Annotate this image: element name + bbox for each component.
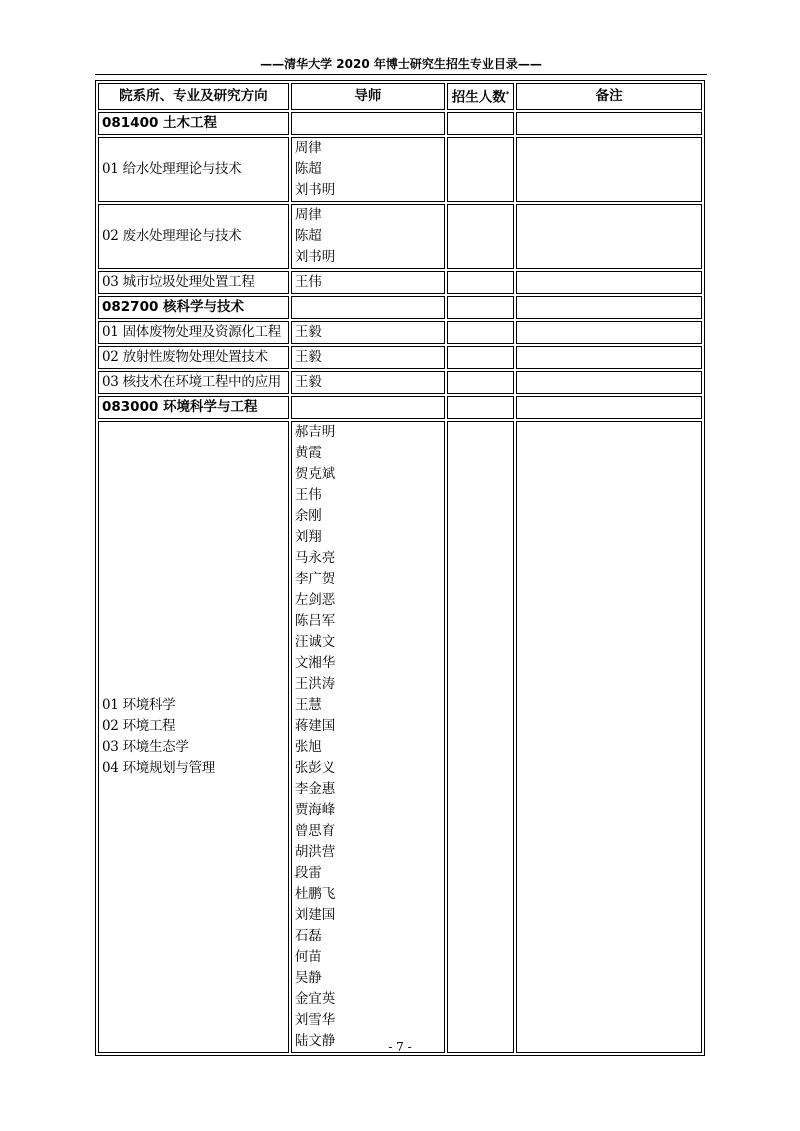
- empty-cell: [291, 396, 445, 419]
- tutor-name: 左剑恶: [294, 591, 336, 608]
- research-direction-cell: [98, 346, 289, 369]
- empty-cell: [516, 112, 702, 135]
- empty-cell: [516, 396, 702, 419]
- catalog-body: [98, 112, 702, 1053]
- page-number: - 7 -: [388, 1040, 412, 1054]
- research-direction-cell: [98, 321, 289, 344]
- tutor-name: 余刚: [294, 507, 322, 524]
- tutor-name: 黄霞: [294, 444, 322, 461]
- table-row: [98, 321, 702, 344]
- table-row: [98, 204, 702, 269]
- research-direction-cell: [98, 271, 289, 294]
- tutor-name: 胡洪营: [294, 843, 336, 860]
- tutor-cell: [291, 421, 445, 1053]
- empty-cell: [447, 112, 514, 135]
- tutor-cell: [291, 204, 445, 269]
- table-row: [98, 137, 702, 202]
- tutor-cell: [291, 271, 445, 294]
- tutor-name: 张旭: [294, 738, 322, 755]
- tutor-name: 贺克斌: [294, 465, 336, 482]
- notes-cell: [516, 137, 702, 202]
- research-direction: 01 环境科学: [102, 696, 176, 713]
- column-header-notes: 备注: [516, 83, 702, 110]
- enrollment-cell: [447, 271, 514, 294]
- page-header: ——清华大学 2020 年博士研究生招生专业目录——: [260, 57, 542, 71]
- tutor-cell: [291, 137, 445, 202]
- section-header-row: [98, 112, 702, 135]
- tutor-name: 郝吉明: [294, 423, 336, 440]
- empty-cell: [291, 112, 445, 135]
- table-row: [98, 271, 702, 294]
- tutor-name: 李广贺: [294, 570, 336, 587]
- section-title: 081400 土木工程: [98, 112, 289, 135]
- empty-cell: [447, 396, 514, 419]
- tutor-name: 陈超: [294, 227, 322, 244]
- column-header-tutor: 导师: [291, 83, 445, 110]
- tutor-name: 王伟: [294, 273, 322, 290]
- research-direction-cell: [98, 421, 289, 1053]
- notes-cell: [516, 204, 702, 269]
- tutor-cell: [291, 346, 445, 369]
- tutor-name: 吴静: [294, 969, 322, 986]
- column-header-enrollment: [447, 83, 514, 110]
- tutor-name: 刘书明: [294, 248, 336, 265]
- tutor-name: 段雷: [294, 864, 322, 881]
- research-direction-cell: [98, 137, 289, 202]
- section-title: 082700 核科学与技术: [98, 296, 289, 319]
- tutor-name: 陆文静: [294, 1032, 336, 1049]
- tutor-cell: [291, 371, 445, 394]
- notes-cell: [516, 321, 702, 344]
- tutor-name: 贾海峰: [294, 801, 336, 818]
- tutor-name: 王慧: [294, 696, 322, 713]
- section-title: 083000 环境科学与工程: [98, 396, 289, 419]
- enrollment-cell: [447, 346, 514, 369]
- notes-cell: [516, 371, 702, 394]
- table-row: [98, 371, 702, 394]
- tutor-name: 王毅: [294, 348, 322, 365]
- catalog-table: [95, 80, 705, 1056]
- notes-cell: [516, 271, 702, 294]
- tutor-name: 石磊: [294, 927, 322, 944]
- table-row: [98, 421, 702, 1053]
- enrollment-footnote-mark: *: [505, 90, 510, 98]
- tutor-name: 李金惠: [294, 780, 336, 797]
- tutor-name: 马永亮: [294, 549, 336, 566]
- research-direction: 03 城市垃圾处理处置工程: [102, 273, 255, 290]
- tutor-name: 周律: [294, 206, 322, 223]
- tutor-name: 刘雪华: [294, 1011, 336, 1028]
- tutor-name: 王伟: [294, 486, 322, 503]
- research-direction: 03 核技术在环境工程中的应用: [102, 373, 281, 390]
- table-header-row: [98, 83, 702, 110]
- enrollment-cell: [447, 321, 514, 344]
- tutor-name: 曾思育: [294, 822, 336, 839]
- tutor-cell: [291, 321, 445, 344]
- research-direction: 01 固体废物处理及资源化工程: [102, 323, 281, 340]
- column-header-department: 院系所、专业及研究方向: [98, 83, 289, 110]
- tutor-name: 杜鹏飞: [294, 885, 336, 902]
- research-direction-cell: [98, 204, 289, 269]
- table-row: [98, 346, 702, 369]
- research-direction: 03 环境生态学: [102, 738, 189, 755]
- tutor-name: 金宜英: [294, 990, 336, 1007]
- tutor-name: 王洪涛: [294, 675, 336, 692]
- tutor-name: 周律: [294, 139, 322, 156]
- empty-cell: [291, 296, 445, 319]
- tutor-name: 刘建国: [294, 906, 336, 923]
- research-direction: 01 给水处理理论与技术: [102, 160, 242, 177]
- tutor-name: 汪诚文: [294, 633, 336, 650]
- enrollment-cell: [447, 421, 514, 1053]
- research-direction: 02 环境工程: [102, 717, 176, 734]
- research-direction: 02 放射性废物处理处置技术: [102, 348, 268, 365]
- column-header-enrollment-label: 招生人数: [451, 89, 506, 106]
- enrollment-cell: [447, 371, 514, 394]
- research-direction-cell: [98, 371, 289, 394]
- section-header-row: [98, 396, 702, 419]
- tutor-name: 文湘华: [294, 654, 336, 671]
- tutor-name: 陈吕军: [294, 612, 336, 629]
- tutor-name: 刘书明: [294, 181, 336, 198]
- empty-cell: [447, 296, 514, 319]
- tutor-name: 蒋建国: [294, 717, 336, 734]
- tutor-name: 何苗: [294, 948, 322, 965]
- enrollment-cell: [447, 137, 514, 202]
- research-direction: 04 环境规划与管理: [102, 759, 215, 776]
- tutor-name: 张彭义: [294, 759, 336, 776]
- tutor-name: 陈超: [294, 160, 322, 177]
- empty-cell: [516, 296, 702, 319]
- header-rule: [95, 74, 707, 75]
- notes-cell: [516, 346, 702, 369]
- tutor-name: 王毅: [294, 373, 322, 390]
- enrollment-cell: [447, 204, 514, 269]
- tutor-name: 王毅: [294, 323, 322, 340]
- research-direction: 02 废水处理理论与技术: [102, 227, 242, 244]
- notes-cell: [516, 421, 702, 1053]
- tutor-name: 刘翔: [294, 528, 322, 545]
- section-header-row: [98, 296, 702, 319]
